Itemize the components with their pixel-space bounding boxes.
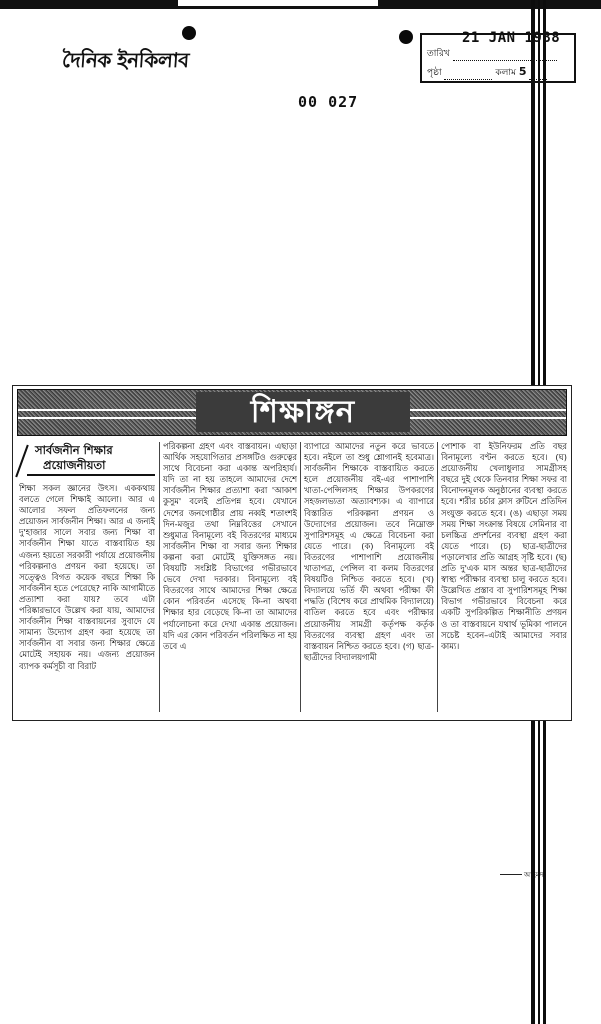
- newspaper-name: দৈনিক ইনকিলাব: [61, 48, 190, 72]
- scan-top-edge-gap: [178, 0, 378, 6]
- stamp-dotted-line: [529, 79, 547, 80]
- stamp-dotted-line: [453, 60, 557, 61]
- headline-line-2: প্রয়োজনীয়তা: [27, 458, 155, 476]
- column-divider: [300, 442, 301, 712]
- stamp-date-label: তারিখ: [427, 49, 450, 59]
- section-title: শিক্ষাঙ্গন: [196, 392, 410, 432]
- column-text: পোশাক বা ইউনিফরম প্রতি বছর বিনামূল্যে বণ্টন করতে হবে। (ঘ) প্রয়োজনীয় খেলাধুলার সামগ্রীসহ বছরে দুই থেকে তিনবার শিক্ষা সফর বা বিনোদনমূলক অনুষ্ঠানের ব্যবস্থা করতে হবে। শরীর চর্চার ক্লাস রুটিনে প্রতিদিন সংযুক্ত করতে হবে। (ঙ) এছাড়া সময় সময় শিক্ষা সংক্রান্ত বিষয়ে সেমিনার বা চলচ্চিত্র প্রদর্শনের ব্যবস্থা গ্রহণ করা যেতে পারে। (চ) ছাত্র-ছাত্রীদের পড়ালেখার প্রতি আগ্রহ সৃষ্টি হবে। (ছ) প্রতি দু'এক মাস অন্তর ছাত্র-ছাত্রীদের স্বাস্থ্য পরীক্ষার ব্যবস্থা চালু করতে হবে। উল্লেখিত প্রস্তাব বা সুপারিশসমূহ শিক্ষা বিভাগ গভীরভাবে বিবেচনা করে একটি সুপরিকল্পিত শিক্ষানীতি প্রণয়ন ও তা বাস্তবায়নে যথার্থ ভূমিকা পালনে সচেষ্ট হবেন–এটাই আমাদের সবার কাম্য।: [441, 441, 567, 651]
- punch-hole: [182, 26, 196, 40]
- stamp-dotted-line: [444, 79, 492, 80]
- byline-rule: [500, 874, 522, 875]
- section-banner: [17, 389, 567, 436]
- newspaper-clipping: [12, 385, 572, 721]
- article-column-2: [163, 441, 297, 716]
- column-text: পরিকল্পনা গ্রহণ এবং বাস্তবায়ন। এছাড়া আর্থিক সহযোগিতার প্রসঙ্গটিও গুরুত্বের সাথে বিবেচনা করা একান্ত অপরিহার্য। যদি তা না হয় তাহলে আমাদের দেশে সার্বজনীন শিক্ষার প্রত্যাশা করা 'আকাশ কুসুম' বলেই প্রতিপন্ন হবে। যেখানে দেশের জনগোষ্ঠীর প্রায় নব্বই শতাংশই দিন-মজুর তথা নিম্নবিত্তের সেখানে শুধুমাত্র বিনামূল্যে বই বিতরণের মাধ্যমে সার্বজনীন শিক্ষা বা সবার জন্য শিক্ষার কল্পনা করা মোটেই যুক্তিসঙ্গত নয়। বিষয়টি সংশ্লিষ্ট বিভাগের গভীরভাবে ভেবে দেখা দরকার। বিনামূল্যে বই বিতরণের সাথে আমাদের শিক্ষা ক্ষেত্রে কোন পরিবর্তন এসেছে কি-না অথবা শিক্ষার হার বেড়েছে কি-না তা আমাদের পর্যালোচনা করে দেখা একান্ত প্রয়োজন। যদি এর কোন পরিবর্তন পরিলক্ষিত না হয় তবে এ: [163, 441, 297, 651]
- column-text: শিক্ষা সকল জ্ঞানের উৎস। এককথায় বলতে গেলে শিক্ষাই আলো। আর এ আলোর সফল প্রতিফলনের জন্য প্রয়োজন সার্বজনীন শিক্ষা। আর এ জন্যই দু'হাজার সালে সবার জন্য শিক্ষা বা সার্বজনীন শিক্ষা যাতে বাস্তবায়িত হয় এজন্য হয়তো সরকারী পর্যায়ে প্রয়োজনীয় পরিকল্পনাও প্রণয়ন করা হয়েছে। তা সত্ত্বেও বিগত কয়েক বছরে শিক্ষা কি সার্বজনীন হতে পেরেছে? নাকি আগামীতে প্রত্যাশা করা যায়? তবে এটা পরিষ্কারভাবে উল্লেখ করা যায়, আমাদের সার্বজনীন শিক্ষা বাস্তবায়নের সুবাদে যে সামান্য উদ্যোগ গ্রহণ করা হয়েছে তা সার্বজনীন বা সবার জন্য শিক্ষার ক্ষেত্রে মোটেই সহায়ক নয়। এজন্য প্রয়োজন ব্যাপক কর্মসূচী বা বিরাট: [19, 483, 155, 671]
- punch-hole: [399, 30, 413, 44]
- article-column-1: [19, 483, 155, 705]
- stamp-date: 21 JAN 1988: [462, 30, 561, 46]
- article-column-4: [441, 441, 567, 716]
- stamp-date-row: [427, 46, 557, 61]
- stamp-column-value: 5: [518, 65, 527, 78]
- article-headline: [27, 443, 155, 481]
- stamp-page-label: পৃষ্ঠা: [427, 68, 442, 78]
- headline-line-1: সার্বজনীন শিক্ষার: [35, 443, 113, 457]
- byline: আহমদ: [524, 871, 544, 879]
- column-divider: [159, 442, 160, 712]
- stamp-column-label: কলাম: [495, 68, 516, 78]
- reference-number: 00 027: [298, 93, 359, 111]
- column-divider: [437, 442, 438, 712]
- article-column-3: [304, 441, 434, 716]
- column-text: ব্যাপারে আমাদের নতুন করে ভাবতে হবে। নইলে তা শুধু শ্লোগানই হবেমাত্র। সার্বজনীন শিক্ষাকে বাস্তবায়িত করতে হলে প্রয়োজনীয় বই-এর পাশাপাশি খাতা-পেন্সিলসহ শিক্ষার উপকরণের সহজলভ্যতা অত্যাবশ্যক। এ ব্যাপারে বিস্তারিত পরিকল্পনা প্রণয়ন ও উদ্যোগের প্রয়োজন। তবে নিম্নোক্ত সুপারিশসমূহ এ ক্ষেত্রে বিবেচনা করা যেতে পারে। (ক) বিনামূল্যে বই বিতরণের পাশাপাশি প্রয়োজনীয় খাতাপত্র, পেন্সিল বা কলম বিতরণের বিষয়টিও নিশ্চিত করতে হবে। (খ) বিদ্যালয়ে ভর্তি ফী অথবা পরীক্ষা ফী পদ্ধতি (বিশেষ করে প্রাথমিক বিদ্যালয়ে) বাতিল করতে হবে এবং পরীক্ষার প্রয়োজনীয় সামগ্রী কর্তৃপক্ষ কর্তৃক বিতরণের ব্যবস্থা গ্রহণ এবং তা বাস্তবায়ন নিশ্চিত করতে হবে। (গ) ছাত্র-ছাত্রীদের বিদ্যালয়গামী: [304, 441, 434, 662]
- stamp-page-row: [427, 65, 547, 80]
